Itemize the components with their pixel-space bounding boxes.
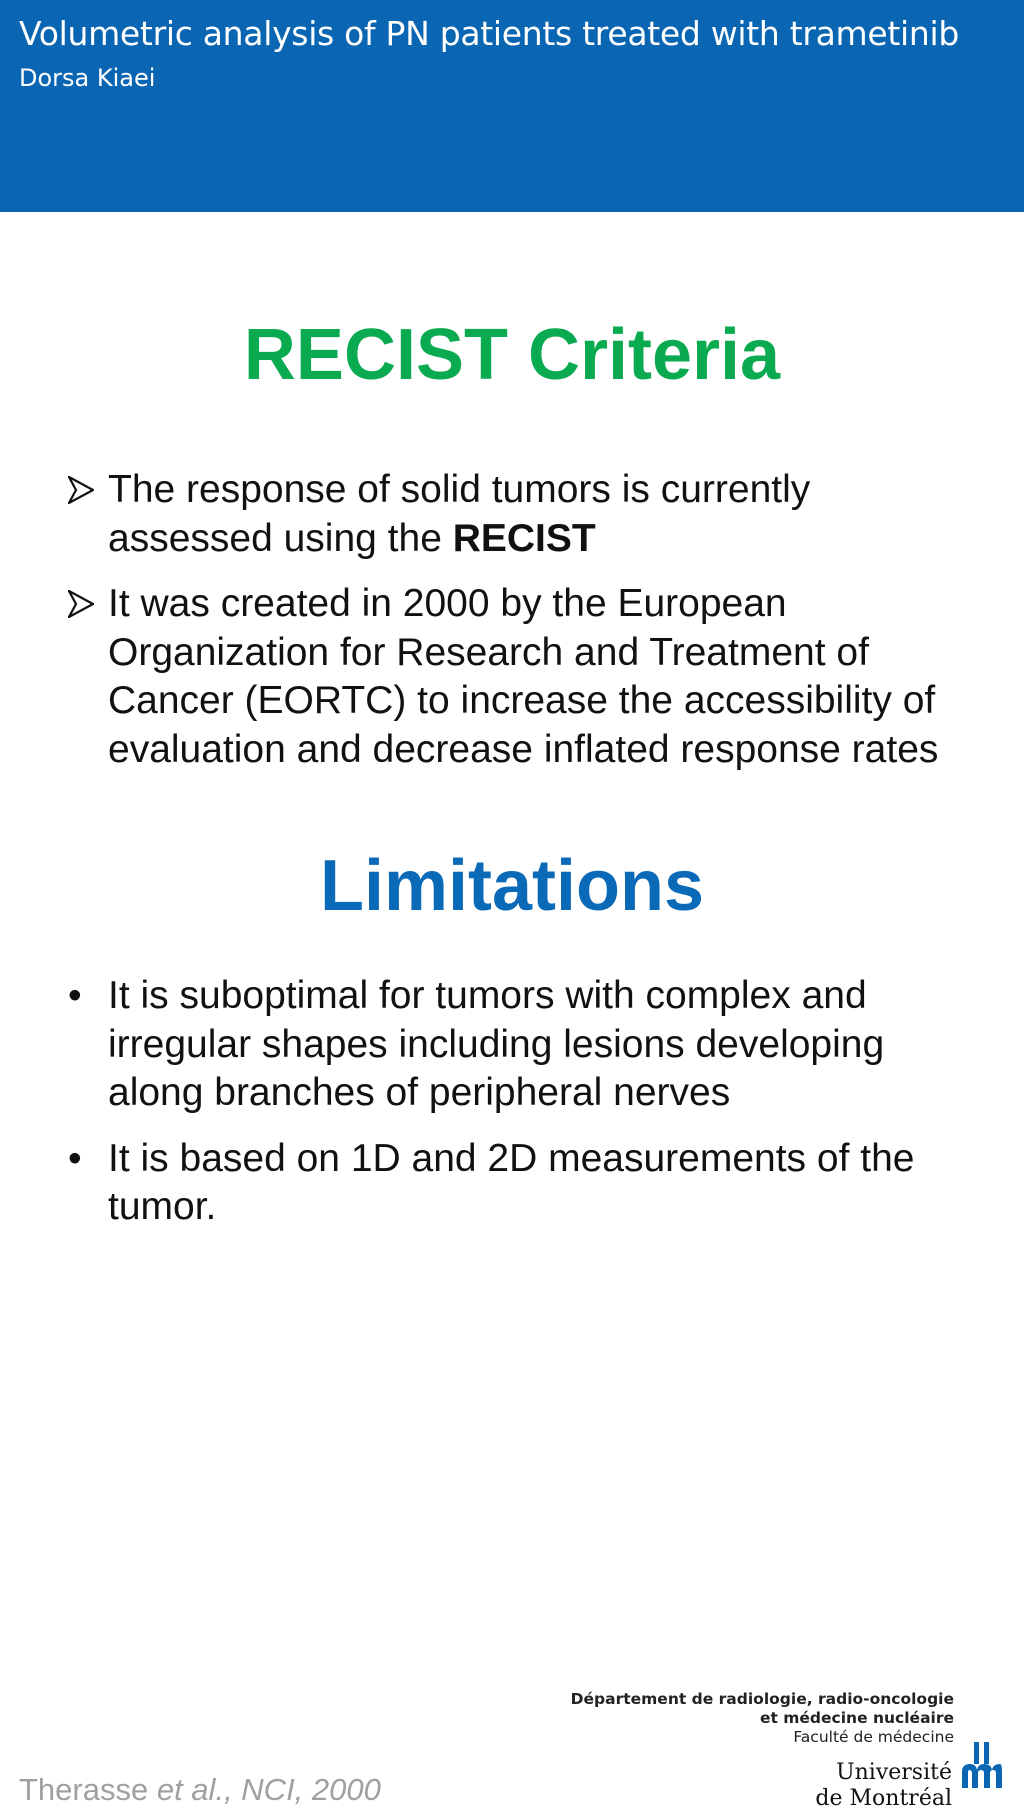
presentation-title: Volumetric analysis of PN patients treated with trametinib [19,14,960,53]
citation-author: Therasse [19,1772,157,1807]
department-line-1: Département de radiologie, radio-oncologie [570,1690,954,1708]
arrow-bullet-icon [68,466,94,504]
citation [19,1772,381,1808]
recist-item-1-bold: RECIST [452,516,596,560]
limitation-item-1 [0,972,1024,1118]
department-block [571,1690,954,1747]
recist-list [0,466,1024,774]
author-name: Dorsa Kiaei [19,64,156,92]
university-name [815,1762,952,1810]
university-name-line-2: de Montréal [815,1786,952,1811]
header-bar [0,0,1024,212]
limitations-heading: Limitations [319,846,704,926]
limitations-list [0,972,1024,1232]
arrow-bullet-icon [68,580,94,618]
limitation-item-1-text: It is suboptimal for tumors with complex and irregular shapes including lesions developing along branches of peripheral nerves [108,974,885,1114]
um-emblem-icon [960,1742,1004,1788]
bullet-dot-icon: • [68,974,82,1017]
university-name-line-1: Université [836,1760,952,1785]
recist-criteria-heading: RECIST Criteria [243,315,781,395]
department-line-2: et médecine nucléaire [759,1709,954,1727]
recist-item-1-text: The response of solid tumors is currently assessed using the [108,468,811,560]
recist-item-2-text: It was created in 2000 by the European Organization for Research and Treatment of Cancer (EORTC) to increase the accessibility of evaluation and decrease inflated response rates [108,582,939,771]
citation-etal: et al. [156,1772,225,1807]
recist-item-2 [0,580,1024,774]
faculty-name: Faculté de médecine [793,1728,954,1746]
citation-source: , NCI, 2000 [224,1772,381,1807]
bullet-dot-icon: • [68,1136,82,1180]
universite-de-montreal-logo [815,1742,1004,1812]
limitation-item-2 [0,1135,1024,1232]
limitation-item-2-text: It is based on 1D and 2D measurements of the tumor. [108,1136,915,1228]
recist-item-1 [0,466,1024,563]
